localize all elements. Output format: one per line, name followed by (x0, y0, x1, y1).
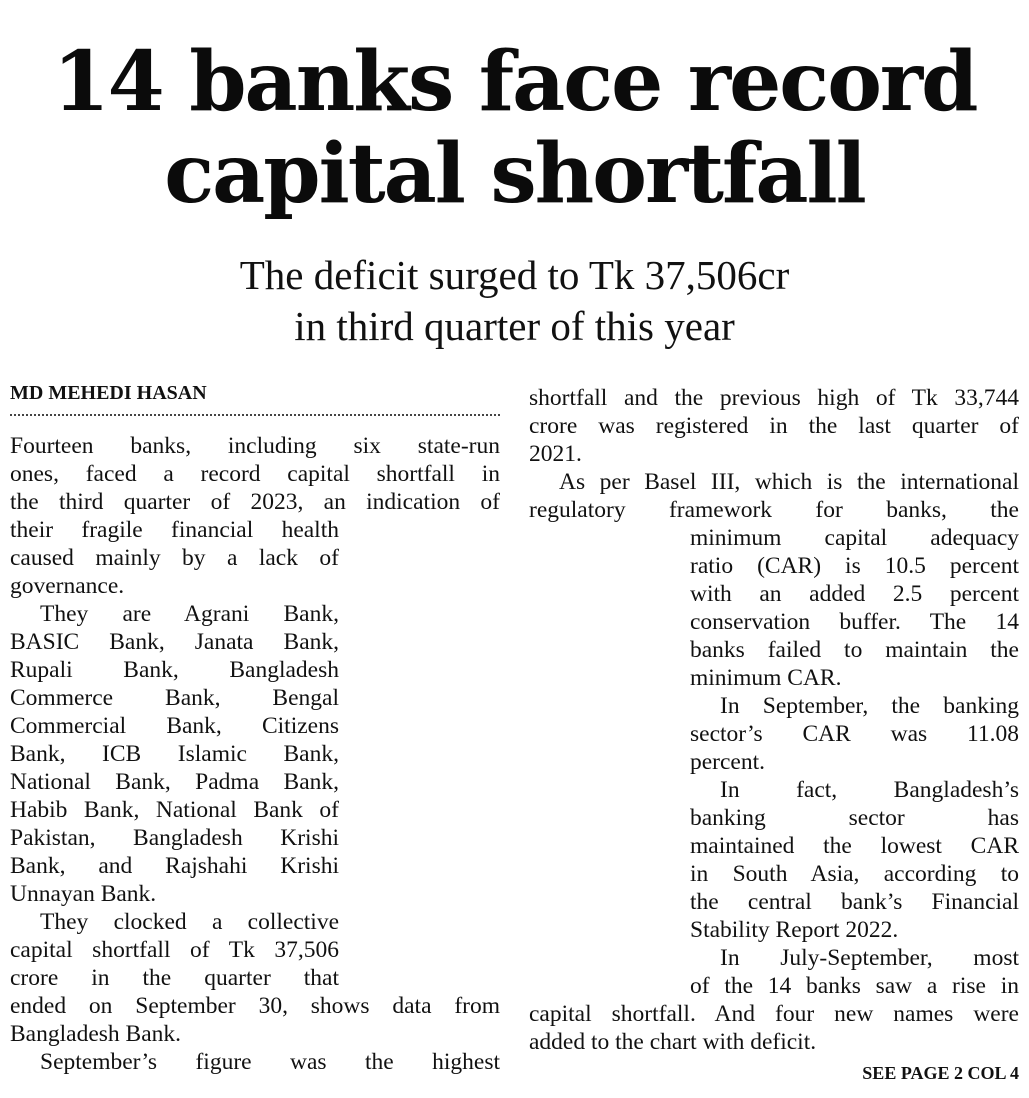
article-line: maintained the lowest CAR (690, 833, 1019, 859)
article-line: Commerce Bank, Bengal (10, 685, 339, 711)
article-line: Habib Bank, National Bank of (10, 797, 339, 823)
article-line: Bank, ICB Islamic Bank, (10, 741, 339, 767)
article-line: shortfall and the previous high of Tk 33,744 (529, 385, 1019, 411)
article-line: Fourteen banks, including six state-run (10, 433, 500, 459)
article-line: Pakistan, Bangladesh Krishi (10, 825, 339, 851)
article-line: ones, faced a record capital shortfall in (10, 461, 500, 487)
article-line: percent. (690, 749, 766, 775)
headline (0, 36, 1029, 220)
article-line: added to the chart with deficit. (529, 1029, 817, 1055)
article-line: National Bank, Padma Bank, (10, 769, 339, 795)
article-line: in South Asia, according to (690, 861, 1019, 887)
headline-line-2: capital shortfall (164, 126, 865, 222)
article-line: minimum CAR. (690, 665, 842, 691)
article-line: caused mainly by a lack of (10, 545, 339, 571)
article-line: September’s figure was the highest (40, 1049, 500, 1075)
article-line: the central bank’s Financial (690, 889, 1019, 915)
subheadline (0, 250, 1029, 352)
article-line: the third quarter of 2023, an indication of (10, 489, 500, 515)
article-line: Bank, and Rajshahi Krishi (10, 853, 339, 879)
article-line: 2021. (529, 441, 582, 467)
article-line: crore in the quarter that (10, 965, 339, 991)
article-line: Stability Report 2022. (690, 917, 899, 943)
byline-divider (10, 414, 500, 416)
article-line: In fact, Bangladesh’s (720, 777, 1019, 803)
article-line: In July-September, most (720, 945, 1019, 971)
article-line: BASIC Bank, Janata Bank, (10, 629, 339, 655)
article-line: crore was registered in the last quarter of (529, 413, 1019, 439)
article-line: with an added 2.5 percent (690, 581, 1019, 607)
article-line: conservation buffer. The 14 (690, 609, 1019, 635)
article-line: ended on September 30, shows data from (10, 993, 500, 1019)
continued-on-link[interactable]: SEE PAGE 2 COL 4 (862, 1063, 1019, 1083)
article-line: sector’s CAR was 11.08 (690, 721, 1019, 747)
article-line: capital shortfall. And four new names were (529, 1001, 1019, 1027)
article-line: banking sector has (690, 805, 1019, 831)
article-line: their fragile financial health (10, 517, 339, 543)
byline: MD MEHEDI HASAN (10, 382, 207, 404)
article-line: Unnayan Bank. (10, 881, 157, 907)
article-line: In September, the banking (720, 693, 1019, 719)
article-line: Rupali Bank, Bangladesh (10, 657, 339, 683)
article-line: They are Agrani Bank, (40, 601, 339, 627)
subheadline-line-1: The deficit surged to Tk 37,506cr (239, 252, 790, 298)
article-line: regulatory framework for banks, the (529, 497, 1019, 523)
subheadline-line-2: in third quarter of this year (294, 303, 735, 349)
headline-line-1: 14 banks face record (52, 34, 977, 130)
article-line: capital shortfall of Tk 37,506 (10, 937, 339, 963)
article-line: minimum capital adequacy (690, 525, 1019, 551)
article-line: Bangladesh Bank. (10, 1021, 181, 1047)
article-line: banks failed to maintain the (690, 637, 1019, 663)
article-line: governance. (10, 573, 125, 599)
article-line: ratio (CAR) is 10.5 percent (690, 553, 1019, 579)
article-line: of the 14 banks saw a rise in (690, 973, 1019, 999)
article-line: As per Basel III, which is the international (559, 469, 1019, 495)
article-line: They clocked a collective (40, 909, 339, 935)
article-line: Commercial Bank, Citizens (10, 713, 339, 739)
